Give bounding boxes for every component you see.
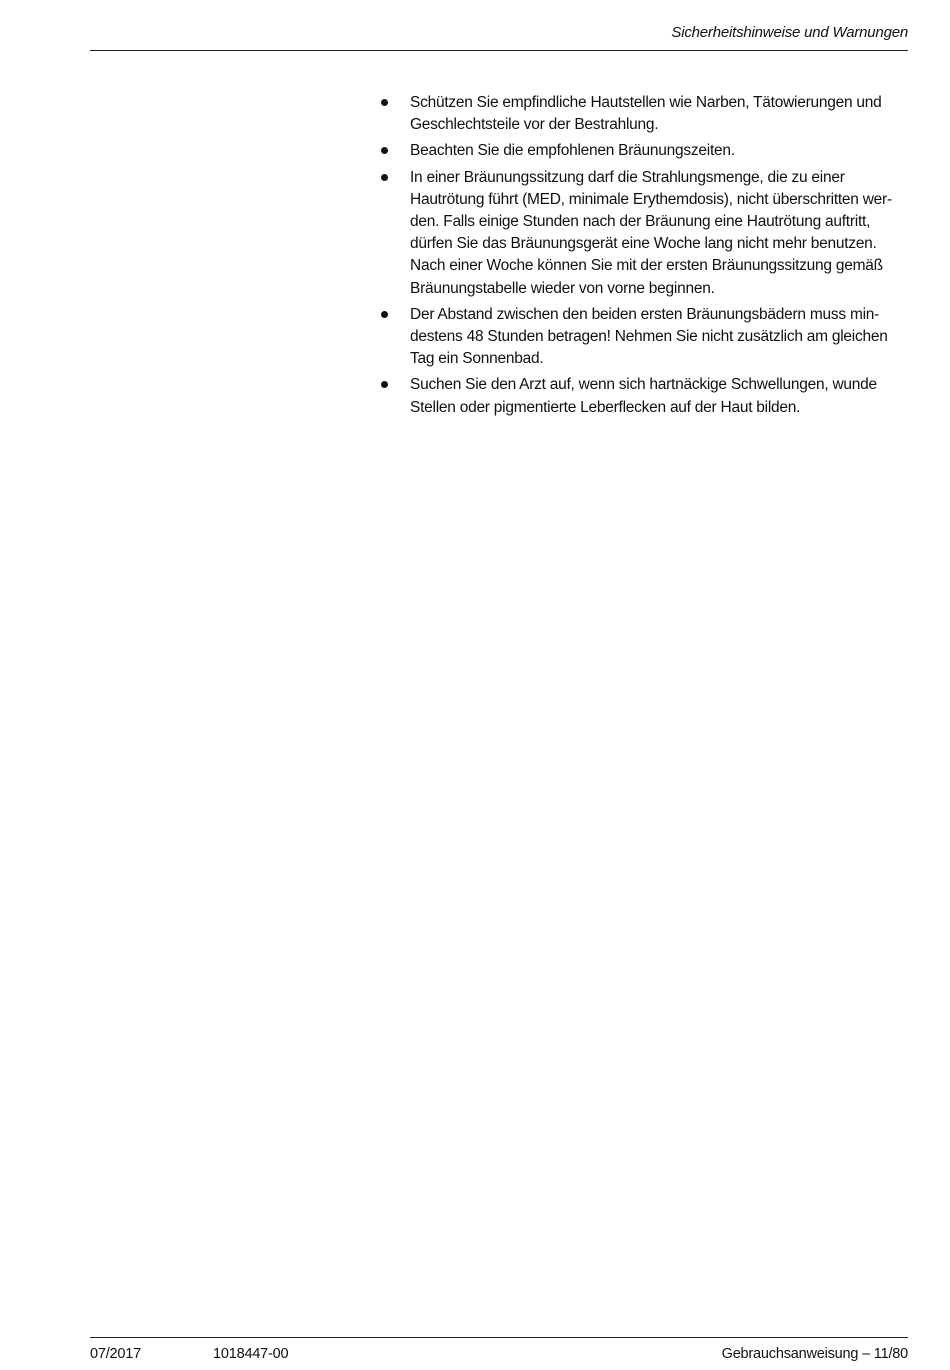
bullet-icon bbox=[381, 311, 388, 318]
safety-bullet-list bbox=[378, 92, 908, 419]
bullet-line: destens 48 Stunden betragen! Nehmen Sie nicht zusätzlich am gleichen bbox=[410, 328, 888, 346]
footer-date: 07/2017 bbox=[90, 1346, 142, 1362]
bullet-line: Beachten Sie die empfohlenen Bräunungszeiten. bbox=[410, 142, 735, 160]
bullet-item bbox=[378, 92, 908, 136]
section-title: Sicherheitshinweise und Warnungen bbox=[671, 24, 908, 41]
bullet-icon bbox=[381, 99, 388, 106]
bullet-line: Tag ein Sonnenbad. bbox=[410, 350, 544, 368]
bullet-icon bbox=[381, 381, 388, 388]
bullet-line: Suchen Sie den Arzt auf, wenn sich hartnäckige Schwellungen, wunde bbox=[410, 376, 877, 394]
bullet-line: den. Falls einige Stunden nach der Bräunung eine Hautrötung auftritt, bbox=[410, 213, 871, 231]
bullet-line: Geschlechtsteile vor der Bestrahlung. bbox=[410, 116, 659, 134]
bullet-line: Schützen Sie empfindliche Hautstellen wie Narben, Tätowierungen und bbox=[410, 94, 882, 111]
bullet-line: Stellen oder pigmentierte Leberflecken auf der Haut bilden. bbox=[410, 398, 801, 416]
footer-page-label: Gebrauchsanweisung – 11/80 bbox=[721, 1346, 908, 1362]
page-footer bbox=[90, 1337, 908, 1368]
bullet-line: Hautrötung führt (MED, minimale Erythemdosis), nicht überschritten wer- bbox=[410, 190, 892, 208]
bullet-icon bbox=[381, 147, 388, 154]
bullet-line: Bräunungstabelle wieder von vorne beginnen. bbox=[410, 279, 715, 297]
bullet-item bbox=[378, 304, 908, 371]
bullet-item bbox=[378, 167, 908, 300]
bullet-line: In einer Bräunungssitzung darf die Strahlungsmenge, die zu einer bbox=[410, 168, 845, 186]
bullet-line: dürfen Sie das Bräunungsgerät eine Woche lang nicht mehr benutzen. bbox=[410, 235, 877, 253]
bullet-line: Der Abstand zwischen den beiden ersten Bräunungsbädern muss min- bbox=[410, 305, 880, 323]
bullet-line: Nach einer Woche können Sie mit der ersten Bräunungssitzung gemäß bbox=[410, 257, 883, 275]
footer-document-number: 1018447-00 bbox=[213, 1346, 289, 1362]
bullet-item bbox=[378, 140, 908, 162]
bullet-icon bbox=[381, 174, 388, 181]
bullet-item bbox=[378, 374, 908, 418]
page-header bbox=[90, 20, 908, 51]
content-area bbox=[378, 92, 908, 423]
